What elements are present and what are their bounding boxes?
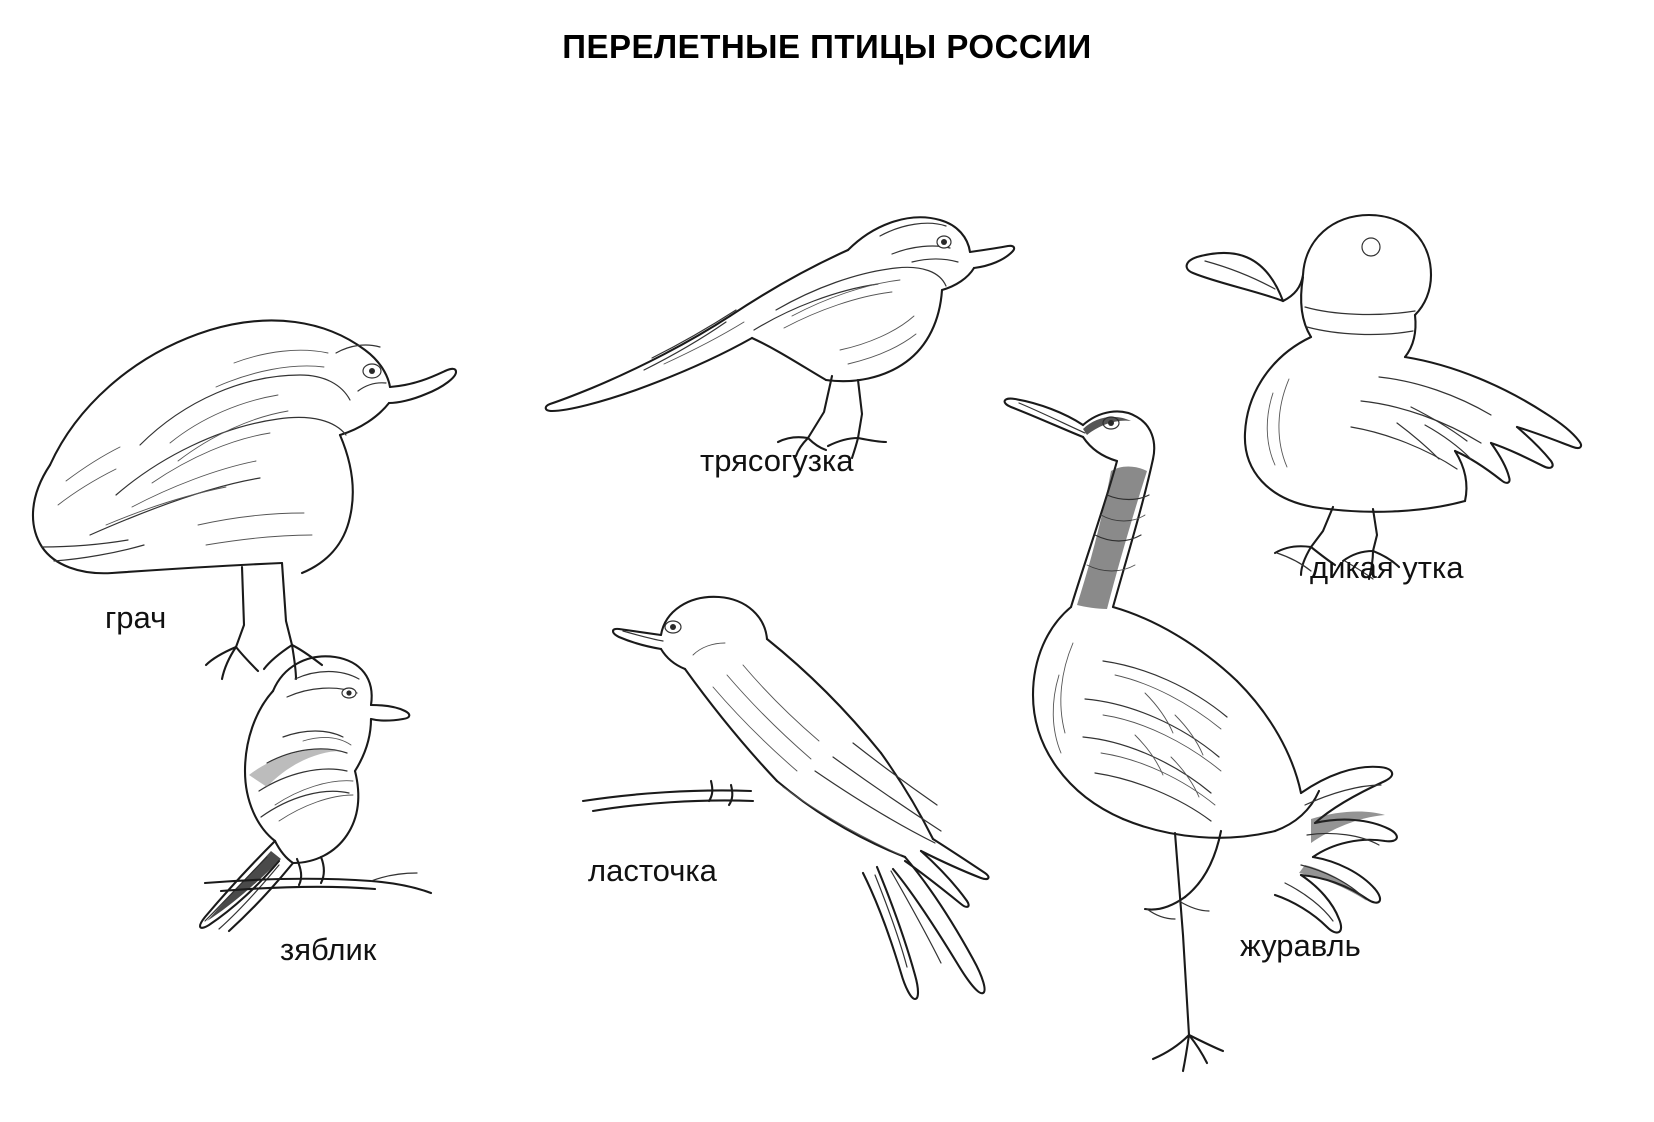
caption-wild-duck: дикая утка <box>1310 550 1464 585</box>
bird-figure-rook <box>20 195 460 575</box>
caption-crane: журавль <box>1240 928 1361 963</box>
bird-figure-crane <box>975 375 1435 1075</box>
page-title: ПЕРЕЛЕТНЫЕ ПТИЦЫ РОССИИ <box>562 28 1092 65</box>
bird-figure-chaffinch <box>175 645 455 935</box>
caption-swallow: ласточка <box>588 853 717 888</box>
caption-chaffinch: зяблик <box>280 932 377 967</box>
caption-rook: грач <box>105 600 167 635</box>
bird-figure-wagtail <box>540 190 1020 450</box>
caption-wagtail: трясогузка <box>700 443 854 478</box>
bird-figure-swallow <box>575 575 995 1005</box>
